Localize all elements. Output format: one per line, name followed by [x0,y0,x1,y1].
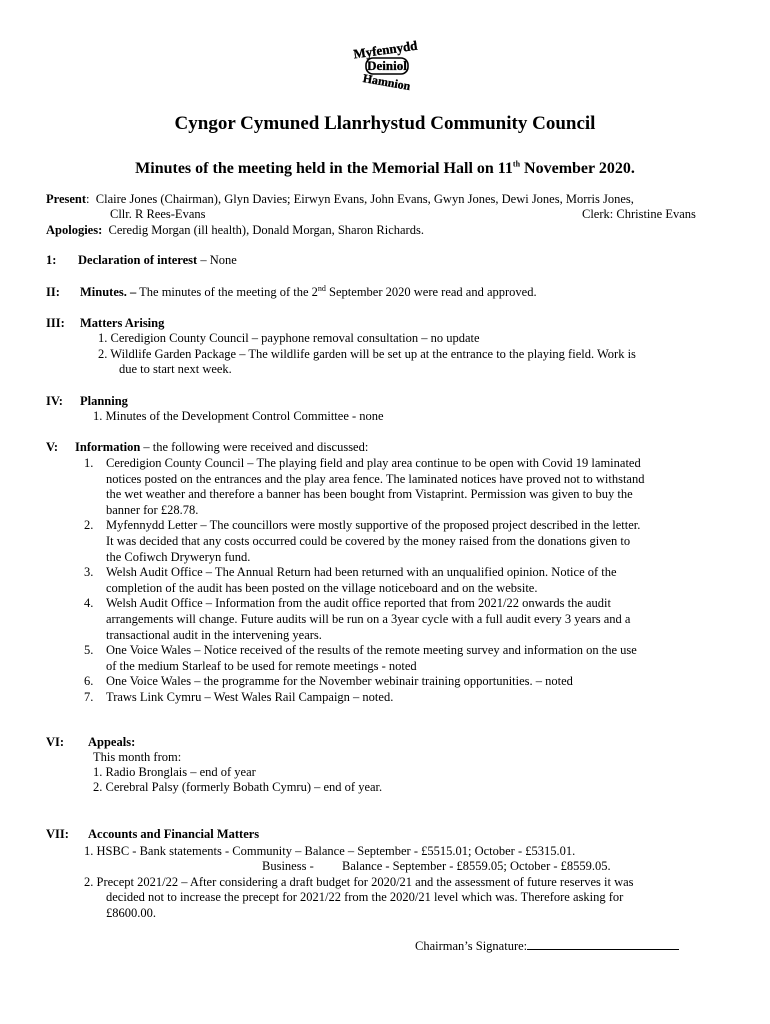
list-item-cont: of the medium Starleaf to be used for remote meetings - noted [106,659,417,673]
list-number: 2. [84,518,94,532]
list-item-cont: Balance - September - £8559.05; October - £8559.05. [342,859,611,873]
section-number: VI: [46,735,65,749]
list-item: Welsh Audit Office – Information from the audit office reported that from 2021/22 onwards the audit [106,596,611,610]
list-item: 1. Ceredigion County Council – payphone removal consultation – no update [98,331,480,345]
list-item: 1. Minutes of the Development Control Committee - none [93,409,384,423]
list-item-cont: banner for £28.78. [106,503,199,517]
list-item: 2. Precept 2021/22 – After considering a draft budget for 2020/21 and the assessment of future reserves it was [84,875,634,889]
document-title: Cyngor Cymuned Llanrhystud Community Council [174,113,596,134]
list-item-cont: notices posted on the entrances and the play area fence. The laminated notices have proved not to withstand [106,472,645,486]
apologies-line: Apologies: Ceredig Morgan (ill health), Donald Morgan, Sharon Richards. [46,223,424,237]
list-number: 3. [84,565,94,579]
list-item: 2. Wildlife Garden Package – The wildlife garden will be set up at the entrance to the playing field. Work is [98,347,636,361]
section-heading: Appeals: [88,735,136,749]
list-item-cont: arrangements will change. Future audits will be run on a 3year cycle with a full audit every 3 years and a [106,612,631,626]
list-number: 7. [84,690,94,704]
list-item: 2. Cerebral Palsy (formerly Bobath Cymru) – end of year. [93,780,383,794]
list-item-cont: decided not to increase the precept for 2021/22 from the 2020/21 level which was. Therefore asking for [106,890,624,904]
list-item-cont: £8600.00. [106,906,156,920]
list-number: 1. [84,456,94,470]
list-number: 5. [84,643,94,657]
section-number: III: [46,316,65,330]
list-item: 1. Radio Bronglais – end of year [93,765,256,779]
list-number: 6. [84,674,94,688]
present-line: Present: Claire Jones (Chairman), Glyn Davies; Eirwyn Evans, John Evans, Gwyn Jones, Dewi Jones, Morris Jones, [46,192,634,206]
list-item: Myfennydd Letter – The councillors were mostly supportive of the proposed project described in the letter. [106,518,641,532]
section-heading: Planning [80,394,128,408]
list-item-cont: the wet weather and therefore a banner has been bought from Vistaprint. Permission was given to buy the [106,487,633,501]
list-item: 1. HSBC - Bank statements - Community – Balance – September - £5515.01; October - £5315.01. [84,844,576,858]
list-item-cont: It was decided that any costs occurred could be covered by the money raised from the donations given to [106,534,631,548]
council-logo [340,36,432,96]
section-heading: Accounts and Financial Matters [88,827,260,841]
list-item-cont: completion of the audit has been posted on the village noticeboard and on the website. [106,581,538,595]
signature-line[interactable] [527,937,679,950]
list-item: Ceredigion County Council – The playing field and play area continue to be open with Covid 19 laminated [106,456,641,470]
section-number: II: [46,285,60,299]
present-line-2: Cllr. R Rees-Evans [110,207,206,221]
list-item: One Voice Wales – the programme for the November webinair training opportunities. – noted [106,674,573,688]
list-number: 4. [84,596,94,610]
clerk: Clerk: Christine Evans [582,207,696,221]
signature: Chairman’s Signature: [415,937,679,954]
list-item-cont: Business - [262,859,314,873]
list-item: due to start next week. [119,362,232,376]
logo-line3: Hamnion [361,70,412,94]
section-heading: Matters Arising [80,316,165,330]
logo-line2: Deiniol [367,58,407,73]
list-item-cont: transactional audit in the intervening years. [106,628,322,642]
section-declaration: Declaration of interest – None [78,253,237,267]
appeals-intro: This month from: [93,750,182,764]
section-number: VII: [46,827,69,841]
section-minutes: Minutes. – The minutes of the meeting of the 2nd September 2020 were read and approved. [80,283,537,299]
section-number: IV: [46,394,63,408]
document-subtitle: Minutes of the meeting held in the Memorial Hall on 11th November 2020. [135,159,635,177]
list-item-cont: the Cofiwch Dryweryn fund. [106,550,251,564]
section-number: V: [46,440,59,454]
section-heading: Information – the following were received and discussed: [75,440,369,454]
list-item: Traws Link Cymru – West Wales Rail Campaign – noted. [106,690,394,704]
logo-line1: Myfennydd [352,37,419,62]
section-number: 1: [46,253,57,267]
list-item: One Voice Wales – Notice received of the results of the remote meeting survey and information on the use [106,643,637,657]
list-item: Welsh Audit Office – The Annual Return had been returned with an unqualified opinion. Notice of the [106,565,617,579]
